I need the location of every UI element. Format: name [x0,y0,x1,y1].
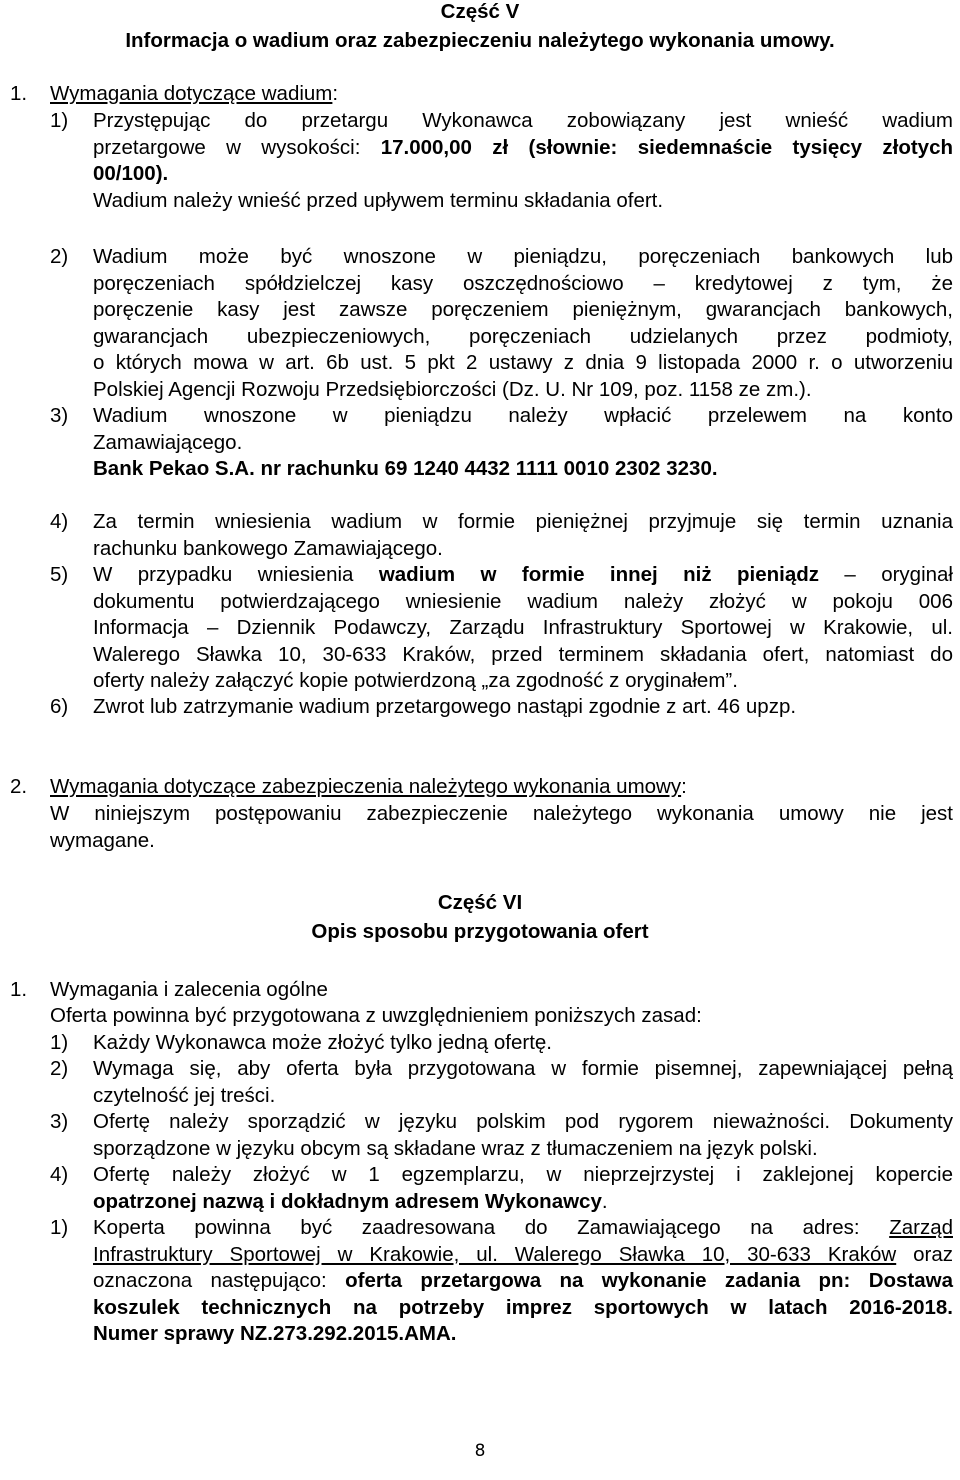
section-number: 2. [10,775,28,798]
list-item: Wadium wnoszone w pieniądzu należy wpłacić przelewem na konto Zamawiającego. Bank Pekao S.A. nr rachunku 69 1240 4432 1111 0010 2302 3230. [93,404,953,480]
part5-heading: Część V [440,0,520,23]
section-intro: Oferta powinna być przygotowana z uwzględnieniem poniższych zasad: [50,1004,702,1027]
list-number: 1) [50,109,69,132]
part6-heading: Część VI [437,891,523,914]
list-item: W przypadku wniesienia wadium w formie innej niż pieniądz – oryginał dokumentu potwierdzającego wniesienie wadium należy złożyć w pokoju 006 Informacja – Dziennik Podawczy, Zarządu Infrastruktury Sportowej w Krakowie, ul. Walerego Sławka 10, 30-633 Kraków, przed terminem składania ofert, natomiast do oferty należy załączyć kopie potwierdzoną „za zgodność z oryginałem”. [93,563,953,692]
list-item-text: Zwrot lub zatrzymanie wadium przetargowego nastąpi zgodnie z art. 46 upzp. [93,695,797,718]
list-item-text: 00/100). [93,162,169,185]
section-number: 1. [10,978,28,1001]
list-number: 6) [50,695,69,718]
section-title: Wymagania dotyczące zabezpieczenia należytego wykonania umowy: [50,775,687,798]
list-item-text: Wadium należy wnieść przed upływem terminu składania ofert. [93,189,664,212]
part6-subheading: Opis sposobu przygotowania ofert [311,920,649,943]
list-item: Za termin wniesienia wadium w formie pieniężnej przyjmuje się termin uznania rachunku bankowego Zamawiającego. [93,510,953,560]
list-number: 2) [50,1057,69,1080]
list-item-text: Każdy Wykonawca może złożyć tylko jedną ofertę. [93,1031,552,1054]
list-number: 3) [50,404,69,427]
list-number: 1) [50,1216,69,1239]
list-item: Ofertę należy sporządzić w języku polskim pod rygorem nieważności. Dokumenty sporządzone w języku obcym są składane wraz z tłumaczeniem na język polski. [93,1110,953,1160]
section-text: W niniejszym postępowaniu zabezpieczenie należytego wykonania umowy nie jest wymagane. [50,802,953,852]
list-number: 3) [50,1110,69,1133]
list-item: Ofertę należy złożyć w 1 egzemplarzu, w nieprzejrzystej i zaklejonej kopercie opatrzonej nazwą i dokładnym adresem Wykonawcy. [93,1163,953,1213]
list-number: 2) [50,245,69,268]
list-item: Przystępując do przetargu Wykonawca zobowiązany jest wnieść wadium przetargowe w wysokości: 17.000,00 zł (słownie: siedemnaście tysięcy złotych [93,109,954,159]
list-number: 4) [50,510,69,533]
list-number: 5) [50,563,69,586]
section-title: Wymagania dotyczące wadium: [50,82,339,105]
list-number: 1) [50,1031,69,1054]
list-number: 4) [50,1163,69,1186]
section-number: 1. [10,82,28,105]
list-item: Wymaga się, aby oferta była przygotowana w formie pisemnej, zapewniającej pełną czytelność jej treści. [93,1057,953,1107]
list-item: Wadium może być wnoszone w pieniądzu, poręczeniach bankowych lub poręczeniach spółdzielczej kasy oszczędnościowo – kredytowej z tym, że poręczenie kasy jest zawsze poręczeniem pieniężnym, gwarancjach bankowych, gwarancjach ubezpieczeniowych, poręczeniach udzielanych przez podmioty, o których mowa w art. 6b ust. 5 pkt 2 ustawy z dnia 9 listopada 2000 r. o utworzeniu Polskiej Agencji Rozwoju Przedsiębiorczości (Dz. U. Nr 109, poz. 1158 ze zm.). [93,245,953,401]
list-item: Koperta powinna być zaadresowana do Zamawiającego na adres: Zarząd Infrastruktury Sportowej w Krakowie, ul. Walerego Sławka 10, 30-633 Kraków oraz oznaczona następująco: oferta przetargowa na wykonanie zadania pn: Dostawa koszulek technicznych na potrzeby imprez sportowych w latach 2016-2018. Numer sprawy NZ.273.292.2015.AMA. [93,1216,953,1345]
part5-subheading: Informacja o wadium oraz zabezpieczeniu należytego wykonania umowy. [125,29,835,52]
section-title: Wymagania i zalecenia ogólne [50,978,328,1001]
page-number: 8 [474,1441,486,1461]
